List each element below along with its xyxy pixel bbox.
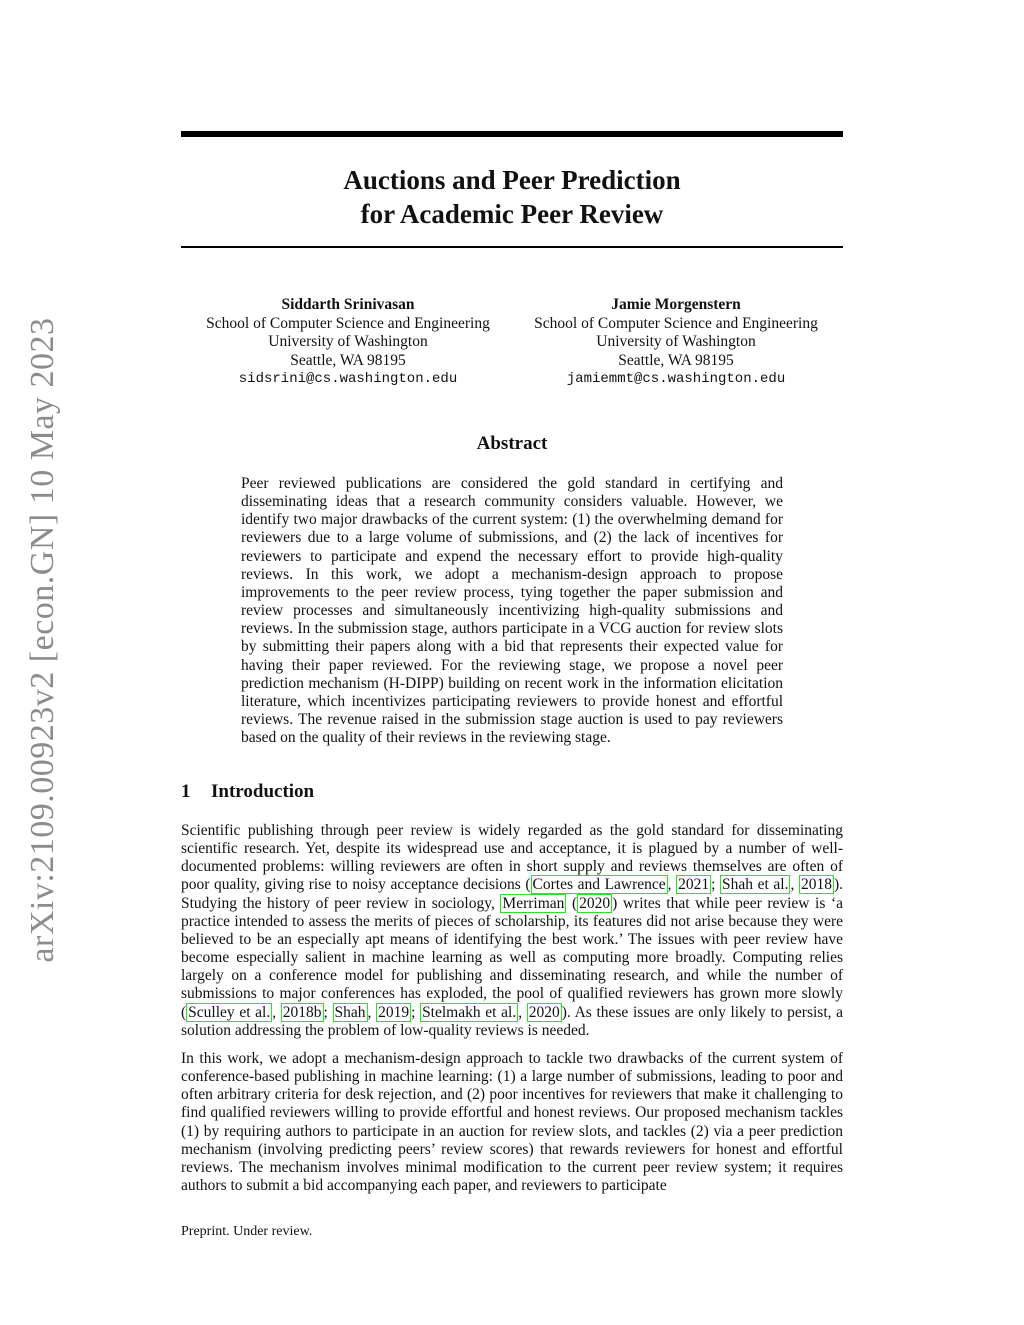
section-number: 1 xyxy=(181,781,191,802)
citation-link[interactable]: Merriman xyxy=(502,894,565,912)
text-run: ). Studying the history of peer review in sociology, xyxy=(181,876,843,912)
paper-title xyxy=(181,163,843,231)
text-run: ) writes that while peer review is ‘a practice intended to assess the merits of pieces of scholarship, its features did not arise because they were believed to be an especially apt means of identifying the best work.’ The issues with peer review have become especially salient in machine learning as well as computing more broadly. Computing relies largely on a conference model for publishing and disseminating research, and while the number of submissions to major conferences has exploded, the pool of qualified reviewers has grown more slowly ( xyxy=(181,894,843,1021)
citation-link[interactable]: Shah et al. xyxy=(722,876,789,894)
citation-link[interactable]: 2018 xyxy=(800,876,832,894)
section-title: Introduction xyxy=(211,781,315,802)
author-email[interactable]: sidsrini@cs.washington.edu xyxy=(238,371,458,387)
citation-link[interactable]: 2020 xyxy=(579,894,611,912)
author-name: Siddarth Srinivasan xyxy=(281,296,415,313)
author-block-2 xyxy=(511,296,841,389)
text-run: ). As these issues are only likely to persist, a solution addressing the problem of low-quality reviews is needed. xyxy=(181,1003,844,1039)
citation-link[interactable]: 2018b xyxy=(282,1003,322,1021)
citation-link[interactable]: Stelmakh et al. xyxy=(422,1003,517,1021)
text-run: ; xyxy=(323,1003,333,1021)
author-address: Seattle, WA 98195 xyxy=(290,351,406,369)
citation-link[interactable]: Shah xyxy=(334,1003,366,1021)
author-university: University of Washington xyxy=(268,333,428,350)
author-name: Jamie Morgenstern xyxy=(611,296,741,313)
citation-link[interactable]: 2021 xyxy=(678,876,710,894)
text-run: , xyxy=(518,1003,527,1021)
title-top-rule xyxy=(181,131,843,137)
citation-link[interactable]: Sculley et al. xyxy=(188,1003,271,1021)
introduction-paragraph-1 xyxy=(181,822,843,1040)
citation-link[interactable]: 2020 xyxy=(528,1003,560,1021)
text-run: Scientific publishing through peer review is widely regarded as the gold standard for disseminating scientific research. Yet, despite its widespread use and acceptance, it is plagued by a number of well-documented problems: willing reviewers are often in short supply and reviews themselves are often of poor quality, giving rise to noisy acceptance decisions ( xyxy=(181,822,843,894)
text-run: ; xyxy=(711,876,721,894)
text-run: , xyxy=(667,876,677,894)
author-affiliation: School of Computer Science and Engineering xyxy=(206,314,490,332)
author-university: University of Washington xyxy=(596,333,756,350)
title-line-2: for Academic Peer Review xyxy=(360,199,664,229)
citation-link[interactable]: 2019 xyxy=(378,1003,410,1021)
citation-link[interactable]: Cortes and Lawrence xyxy=(532,876,666,894)
author-affiliation: School of Computer Science and Engineering xyxy=(534,314,818,332)
text-run: ; xyxy=(411,1003,421,1021)
text-run: , xyxy=(367,1003,377,1021)
footer-note: Preprint. Under review. xyxy=(181,1224,313,1239)
text-run: , xyxy=(272,1003,281,1021)
abstract-heading: Abstract xyxy=(476,433,548,454)
arxiv-identifier-stamp: arXiv:2109.00923v2 [econ.GN] 10 May 2023 xyxy=(24,317,61,963)
title-line-1: Auctions and Peer Prediction xyxy=(343,165,681,195)
title-bottom-rule xyxy=(181,246,843,248)
text-run: , xyxy=(790,876,799,894)
abstract-text: Peer reviewed publications are considered the gold standard in certifying and disseminating ideas that a research community considers valuable. However, we identify two major drawbacks of the current system: (1) the overwhelming demand for reviewers due to a large volume of submissions, and (2) the lack of incentives for reviewers to participate and expend the necessary effort to provide high-quality reviews. In this work, we adopt a mechanism-design approach to propose improvements to the peer review process, tying together the paper submission and review processes and simultaneously incentivizing high-quality submissions and reviews. In the submission stage, authors participate in a VCG auction for review slots by submitting their papers along with a bid that represents their expected value for having their paper reviewed. For the reviewing stage, we propose a novel peer prediction mechanism (H-DIPP) building on recent work in the information elicitation literature, which incentivizes participating reviewers to provide honest and effortful reviews. The revenue raised in the submission stage auction is used to pay reviewers based on the quality of their reviews in the reviewing stage. xyxy=(241,475,783,747)
section-heading-introduction xyxy=(181,781,314,803)
author-block-1 xyxy=(183,296,513,389)
author-email[interactable]: jamiemmt@cs.washington.edu xyxy=(566,371,786,387)
text-run: ( xyxy=(566,894,578,912)
author-address: Seattle, WA 98195 xyxy=(618,351,734,369)
introduction-paragraph-2: In this work, we adopt a mechanism-design approach to tackle two drawbacks of the current system of conference-based publishing in machine learning: (1) a large number of submissions, leading to poor and often arbitrary criteria for desk rejection, and (2) poor incentives for reviewers that make it challenging to find qualified reviewers willing to provide effortful and honest reviews. Our proposed mechanism tackles (1) by requiring authors to participate in an auction for review slots, and tackles (2) via a peer prediction mechanism (involving predicting peers’ review scores) that rewards reviewers for honest and effortful reviews. The mechanism involves minimal modification to the current peer review system; it requires authors to submit a bid accompanying each paper, and reviewers to participate xyxy=(181,1050,843,1195)
